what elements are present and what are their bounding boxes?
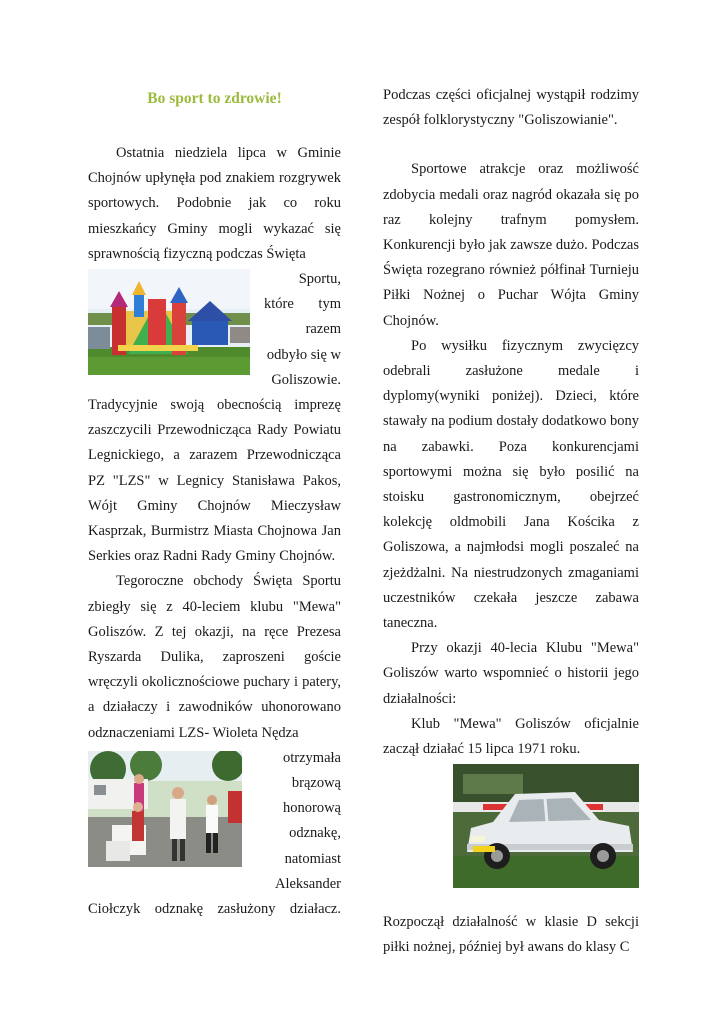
paragraph-club-anniversary: Przy okazji 40-lecia Klubu "Mewa" Goliszów warto wspomnieć o historii jego działalności: — [383, 640, 639, 707]
wrapped-line: honorową — [283, 800, 341, 817]
wrapped-line: brązową — [291, 775, 341, 792]
paragraph-winners: Po wysiłku fizycznym zwycięzcy odebrali zasłużone medale i dyplomy(wyniki poniżej). Dzieci, które stawały na podium dostały dodatkowo bony na zabawki. Poza konkurencjami sportowymi można się było posilić na stoisku gastronomicznym, obejrzeć kolekcję oldmobili Jana Kościka z Goliszowa, a najmłodsi mogli poszaleć na zjeżdżalni. Na niestrudzonych zmaganiami uczestników czekała jeszcze zabawa taneczna. — [383, 337, 639, 632]
paragraph-2-part-a: Tegoroczne obchody Święta Sportu zbiegły się z 40-leciem klubu "Mewa" Goliszów. Z tej okazji, na ręce Prezesa Ryszarda Dulika, zaproszeni goście wręczyli okolicznościowe puchary i patery, a działaczy i zawodników uhonorowano odznaczeniami LZS- Wioleta Nędza — [88, 573, 341, 741]
paragraph-1-part-a: Ostatnia niedziela lipca w Gminie Chojnów upłynęła pod znakiem rozgrywek sportowych. Podobnie jak co roku mieszkańcy Gminy mogli wykazać się sprawnością fizyczną podczas Święta — [88, 145, 341, 262]
wrapped-line: razem — [305, 321, 341, 338]
award-ceremony-photo — [88, 751, 242, 867]
right-column — [383, 83, 639, 961]
wrapped-line: Goliszowie. — [271, 371, 341, 388]
vintage-car-photo — [453, 764, 639, 888]
paragraph-club-history: Rozpoczął działalność w klasie D sekcji piłki nożnej, później był awans do klasy C — [383, 914, 639, 956]
wrapped-line: natomiast — [284, 850, 341, 867]
inflatable-castle-photo — [88, 269, 250, 375]
article-title: Bo sport to zdrowie! — [147, 90, 282, 107]
wrap-block-2 — [88, 746, 341, 897]
wrapped-line: Sportu, — [298, 271, 341, 288]
paragraph-1-part-b: Tradycyjnie swoją obecnością imprezę zaszczycili Przewodnicząca Rady Powiatu Legnickiego, a zarazem Przewodnicząca PZ "LZS" w Legnicy Stanisława Pakos, Wójt Gminy Chojnów Mieczysław Kasprzak, Burmistrz Miasta Chojnowa Jan Serkies oraz Radni Rady Gminy Chojnów. — [88, 397, 341, 565]
left-column — [88, 86, 341, 922]
wrapped-line: które tym — [264, 296, 341, 313]
paragraph-club-start: Klub "Mewa" Goliszów oficjalnie zaczął działać 15 lipca 1971 roku. — [383, 715, 639, 758]
wrapped-line: odznakę, — [289, 825, 341, 842]
paragraph-sport-attractions: Sportowe atrakcje oraz możliwość zdobycia medali oraz nagród okazała się po raz kolejny trafnym pomysłem. Konkurencji było jak zawsze dużo. Podczas Święta rozegrano również półfinał Turnieju Piłki Nożnej o Puchar Wójta Gminy Chojnów. — [383, 161, 639, 329]
paragraph-2-part-b: Ciołczyk odznakę zasłużony działacz. — [88, 901, 341, 918]
paragraph-official-part: Podczas części oficjalnej wystąpił rodzimy zespół folklorystyczny "Goliszowianie". — [383, 87, 639, 129]
wrapped-line: Aleksander — [274, 875, 341, 892]
wrapped-line: otrzymała — [283, 749, 341, 766]
wrapped-line: odbyło się w — [266, 346, 341, 363]
wrap-block-1 — [88, 267, 341, 393]
